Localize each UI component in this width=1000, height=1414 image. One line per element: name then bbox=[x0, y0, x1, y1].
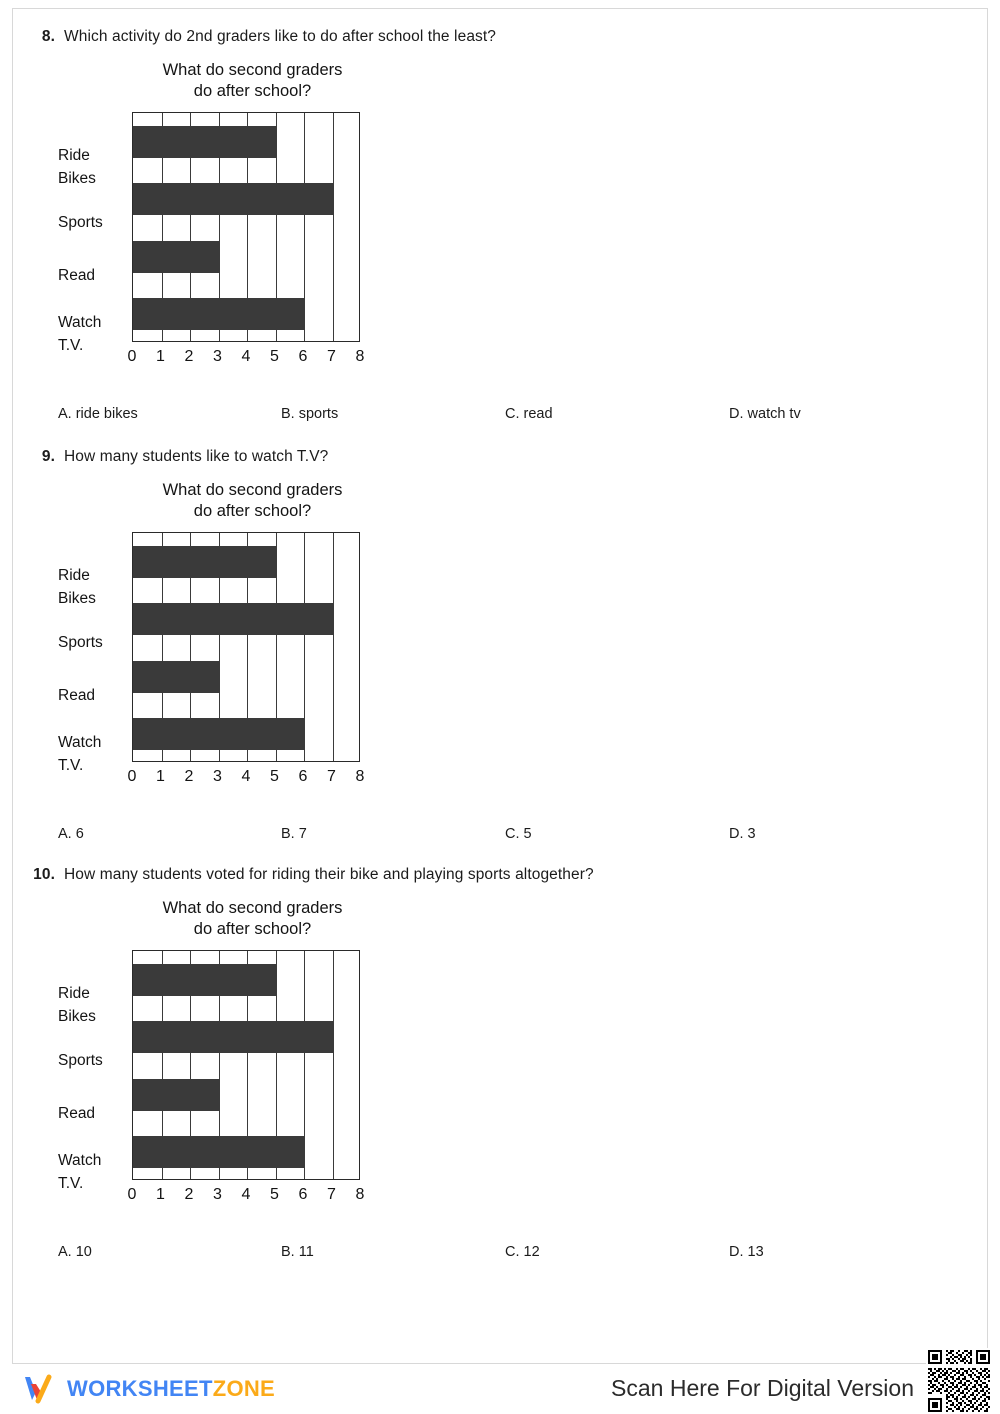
worksheet-zone-logo bbox=[22, 1372, 275, 1406]
chart-title-line1: What do second graders bbox=[162, 899, 343, 917]
answer-option-b[interactable]: B. 7 bbox=[281, 826, 307, 842]
chart-gridline bbox=[304, 533, 305, 761]
answer-option-d[interactable]: D. watch tv bbox=[729, 406, 801, 422]
chart-x-tick: 5 bbox=[270, 348, 279, 365]
chart-x-tick: 6 bbox=[298, 1186, 308, 1203]
chart-category-label: Sports bbox=[58, 1052, 103, 1069]
chart-x-tick: 6 bbox=[298, 348, 308, 365]
chart-x-tick: 1 bbox=[156, 768, 165, 785]
chart-plot-area bbox=[132, 950, 360, 1180]
chart-bar bbox=[133, 1079, 219, 1111]
question-block-10 bbox=[0, 866, 1000, 1260]
question-text: How many students voted for riding their bike and playing sports altogether? bbox=[64, 866, 594, 883]
question-line bbox=[0, 448, 1000, 466]
chart-x-tick: 8 bbox=[355, 768, 365, 785]
answer-option-b[interactable]: B. 11 bbox=[281, 1244, 314, 1260]
question-line bbox=[0, 866, 1000, 884]
logo-text-worksheet: WORKSHEET bbox=[67, 1376, 213, 1401]
chart-title-line1: What do second graders bbox=[162, 481, 343, 499]
chart-category-label: Read bbox=[58, 1105, 96, 1122]
chart-category-label: Watch T.V. bbox=[58, 314, 102, 354]
chart-category-label: Sports bbox=[58, 214, 103, 231]
chart-category-label: Read bbox=[58, 687, 96, 704]
chart-bar bbox=[133, 183, 333, 215]
scan-here-text: Scan Here For Digital Version bbox=[611, 1375, 914, 1401]
chart-title-line2: do after school? bbox=[193, 502, 312, 520]
qr-code-icon[interactable] bbox=[926, 1348, 992, 1414]
chart-x-tick: 1 bbox=[156, 348, 165, 365]
chart-title-line1: What do second graders bbox=[162, 61, 343, 79]
question-block-8 bbox=[0, 28, 1000, 422]
chart-x-tick: 0 bbox=[127, 1186, 137, 1203]
answer-option-a[interactable]: A. 6 bbox=[58, 826, 84, 842]
chart-bar bbox=[133, 1136, 304, 1168]
chart-x-tick: 2 bbox=[184, 768, 194, 785]
chart-x-tick: 4 bbox=[241, 1186, 251, 1203]
chart-x-tick: 3 bbox=[213, 768, 222, 785]
bar-chart-9 bbox=[0, 480, 1000, 785]
logo-text bbox=[67, 1376, 275, 1402]
chart-bar bbox=[133, 661, 219, 693]
answer-option-b[interactable]: B. sports bbox=[281, 406, 339, 422]
chart-category-label: Ride Bikes bbox=[58, 567, 96, 607]
chart-bar bbox=[133, 298, 304, 330]
chart-category-label: Watch T.V. bbox=[58, 734, 102, 774]
chart-x-axis bbox=[127, 768, 365, 790]
chart-x-tick: 3 bbox=[213, 348, 222, 365]
chart-x-tick: 5 bbox=[270, 768, 279, 785]
chart-x-axis bbox=[127, 348, 365, 370]
chart-category-label: Ride Bikes bbox=[58, 147, 96, 187]
chart-x-tick: 1 bbox=[156, 1186, 165, 1203]
chart-x-tick: 2 bbox=[184, 1186, 194, 1203]
chart-x-tick: 8 bbox=[355, 1186, 365, 1203]
question-line bbox=[0, 28, 1000, 46]
question-text: How many students like to watch T.V? bbox=[64, 448, 329, 465]
chart-x-tick: 0 bbox=[127, 348, 137, 365]
chart-category-label: Watch T.V. bbox=[58, 1152, 102, 1192]
chart-category-label: Sports bbox=[58, 634, 103, 651]
chart-gridline bbox=[333, 951, 334, 1179]
answer-options-9 bbox=[0, 826, 1000, 848]
chart-x-tick: 7 bbox=[327, 768, 336, 785]
question-number: 8. bbox=[41, 28, 55, 45]
chart-bar bbox=[133, 546, 276, 578]
chart-x-tick: 4 bbox=[241, 768, 251, 785]
chart-gridline bbox=[333, 533, 334, 761]
chart-title bbox=[130, 480, 375, 522]
chart-title bbox=[130, 60, 375, 102]
chart-category-label: Read bbox=[58, 267, 96, 284]
chart-x-tick: 2 bbox=[184, 348, 194, 365]
answer-option-a[interactable]: A. 10 bbox=[58, 1244, 92, 1260]
chart-gridline bbox=[304, 951, 305, 1179]
chart-x-tick: 7 bbox=[327, 1186, 336, 1203]
bar-chart-8 bbox=[0, 60, 1000, 365]
answer-option-a[interactable]: A. ride bikes bbox=[58, 406, 138, 422]
chart-bar bbox=[133, 718, 304, 750]
question-number: 9. bbox=[41, 448, 55, 465]
chart-bar bbox=[133, 241, 219, 273]
chart-x-tick: 3 bbox=[213, 1186, 222, 1203]
question-block-9 bbox=[0, 448, 1000, 842]
chart-x-tick: 7 bbox=[327, 348, 336, 365]
chart-x-tick: 0 bbox=[127, 768, 137, 785]
answer-option-c[interactable]: C. 5 bbox=[505, 826, 532, 842]
chart-x-axis bbox=[127, 1186, 365, 1208]
page-footer bbox=[0, 1366, 1000, 1414]
answer-options-10 bbox=[0, 1244, 1000, 1266]
answer-options-8 bbox=[0, 406, 1000, 428]
bar-chart-10 bbox=[0, 898, 1000, 1203]
logo-mark-icon bbox=[22, 1372, 56, 1406]
chart-x-tick: 8 bbox=[355, 348, 365, 365]
chart-gridline bbox=[304, 113, 305, 341]
chart-title-line2: do after school? bbox=[193, 920, 312, 938]
chart-plot-area bbox=[132, 532, 360, 762]
chart-bar bbox=[133, 964, 276, 996]
answer-option-c[interactable]: C. 12 bbox=[505, 1244, 540, 1260]
chart-bar bbox=[133, 1021, 333, 1053]
answer-option-c[interactable]: C. read bbox=[505, 406, 553, 422]
chart-title-line2: do after school? bbox=[193, 82, 312, 100]
chart-plot-area bbox=[132, 112, 360, 342]
chart-x-tick: 6 bbox=[298, 768, 308, 785]
chart-x-tick: 5 bbox=[270, 1186, 279, 1203]
chart-title bbox=[130, 898, 375, 940]
answer-option-d[interactable]: D. 13 bbox=[729, 1244, 764, 1260]
question-number: 10. bbox=[33, 866, 55, 883]
chart-bar bbox=[133, 603, 333, 635]
chart-category-label: Ride Bikes bbox=[58, 985, 96, 1025]
question-text: Which activity do 2nd graders like to do after school the least? bbox=[64, 28, 497, 45]
chart-x-tick: 4 bbox=[241, 348, 251, 365]
logo-text-zone: ZONE bbox=[212, 1376, 276, 1401]
chart-gridline bbox=[333, 113, 334, 341]
answer-option-d[interactable]: D. 3 bbox=[729, 826, 756, 842]
chart-bar bbox=[133, 126, 276, 158]
